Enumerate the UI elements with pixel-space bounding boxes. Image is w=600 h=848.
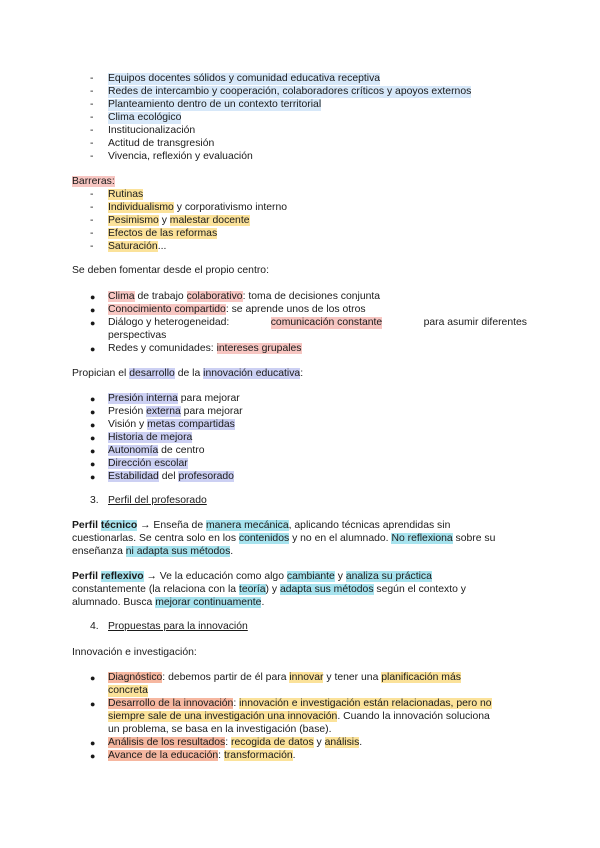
perfil-reflexivo-paragraph: Perfil reflexivo → Ve la educación como algo cambiante y analiza su práctica constantemente (la relaciona con la teoría) y adapta sus métodos según el contexto y alumnado. Busca mejorar continuamente. bbox=[72, 571, 466, 608]
barreras-heading: Barreras: bbox=[72, 176, 115, 187]
innovacion-intro: Innovación e investigación: bbox=[72, 647, 197, 658]
perfil-tecnico-paragraph: Perfil técnico → Enseña de manera mecánica, aplicando técnicas aprendidas sin cuestionarlas. Se centra solo en los contenidos y no en el alumnado. No reflexiona sobre su enseñanza ni adapta sus métodos. bbox=[72, 520, 496, 557]
propician-intro: Propician el desarrollo de la innovación educativa: bbox=[72, 368, 304, 379]
fomentar-intro: Se deben fomentar desde el propio centro: bbox=[72, 265, 269, 276]
